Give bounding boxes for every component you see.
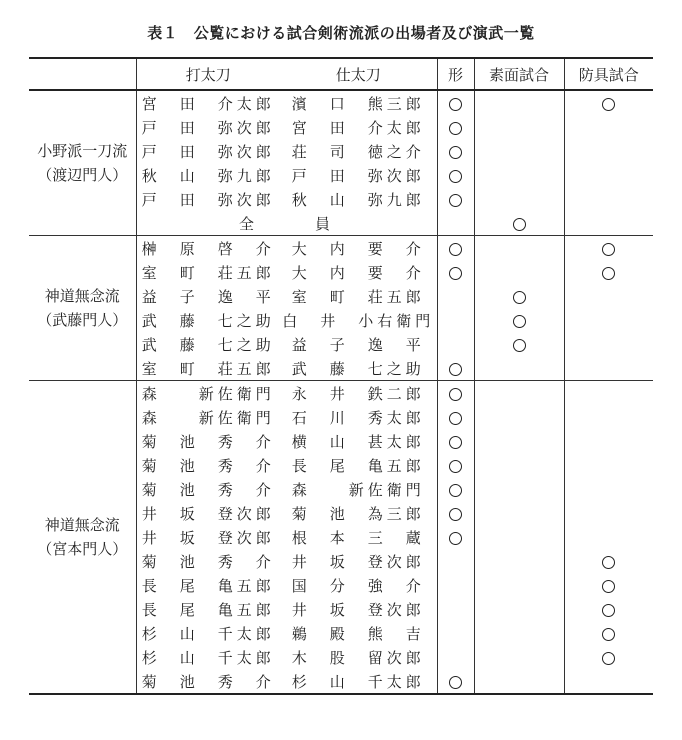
- shidachi-name: 木 股 留次郎: [280, 645, 437, 669]
- circle-mark-icon: [449, 363, 462, 376]
- shidachi-name: 白 井 小右衛門: [280, 308, 437, 332]
- bogu-shiai-cell: [564, 429, 653, 453]
- bogu-shiai-cell: [564, 139, 653, 163]
- circle-mark-icon: [449, 676, 462, 689]
- kata-cell: [437, 284, 474, 308]
- participants-table: [29, 57, 653, 695]
- circle-mark-icon: [602, 243, 615, 256]
- circle-mark-icon: [449, 194, 462, 207]
- kata-cell: [437, 549, 474, 573]
- header-school: [29, 58, 136, 90]
- shidachi-name: 石 川 秀太郎: [280, 405, 437, 429]
- circle-mark-icon: [449, 388, 462, 401]
- bogu-shiai-cell: [564, 621, 653, 645]
- bogu-shiai-cell: [564, 260, 653, 284]
- sumen-shiai-cell: [474, 260, 564, 284]
- uchidachi-name: 長 尾 亀五郎: [141, 600, 275, 619]
- sumen-shiai-cell: [474, 163, 564, 187]
- shidachi-name: 大 内 要 介: [280, 236, 437, 261]
- school-group: [29, 90, 653, 236]
- header-kata: 形: [437, 58, 474, 90]
- bogu-shiai-cell: [564, 90, 653, 115]
- circle-mark-icon: [449, 436, 462, 449]
- shidachi-name: 武 藤 七之助: [280, 356, 437, 381]
- sumen-shiai-cell: [474, 115, 564, 139]
- school-name: 神道無念流 （武藤門人）: [29, 236, 136, 381]
- kata-cell: [437, 90, 474, 115]
- table-row: [29, 90, 653, 115]
- kata-cell: [437, 405, 474, 429]
- sumen-shiai-cell: [474, 453, 564, 477]
- shidachi-name: 秋 山 弥九郎: [280, 187, 437, 211]
- circle-mark-icon: [449, 122, 462, 135]
- shidachi-name: 宮 田 介太郎: [280, 115, 437, 139]
- bogu-shiai-cell: [564, 525, 653, 549]
- circle-mark-icon: [449, 412, 462, 425]
- uchidachi-name: 森 新佐衛門: [141, 384, 275, 403]
- sumen-shiai-cell: [474, 501, 564, 525]
- kata-cell: [437, 260, 474, 284]
- circle-mark-icon: [513, 339, 526, 352]
- circle-mark-icon: [602, 556, 615, 569]
- sumen-shiai-cell: [474, 621, 564, 645]
- uchidachi-name: 井 坂 登次郎: [141, 528, 275, 547]
- bogu-shiai-cell: [564, 477, 653, 501]
- bogu-shiai-cell: [564, 549, 653, 573]
- bogu-shiai-cell: [564, 381, 653, 406]
- kata-cell: [437, 115, 474, 139]
- sumen-shiai-cell: [474, 90, 564, 115]
- uchidachi-name: 杉 山 千太郎: [141, 648, 275, 667]
- kata-cell: [437, 236, 474, 261]
- uchidachi-name: 菊 池 秀 介: [141, 480, 275, 499]
- kata-cell: [437, 211, 474, 236]
- bogu-shiai-cell: [564, 236, 653, 261]
- uchidachi-name: 戸 田 弥次郎: [141, 190, 275, 209]
- kata-cell: [437, 669, 474, 694]
- header-uchidachi: 打太刀: [136, 58, 280, 90]
- kata-cell: [437, 308, 474, 332]
- bogu-shiai-cell: [564, 163, 653, 187]
- kata-cell: [437, 453, 474, 477]
- bogu-shiai-cell: [564, 284, 653, 308]
- circle-mark-icon: [513, 218, 526, 231]
- shidachi-name: 長 尾 亀五郎: [280, 453, 437, 477]
- bogu-shiai-cell: [564, 573, 653, 597]
- uchidachi-name: 菊 池 秀 介: [141, 552, 275, 571]
- table-row: [29, 381, 653, 406]
- school-group: [29, 236, 653, 381]
- uchidachi-name: 戸 田 弥次郎: [141, 142, 275, 161]
- bogu-shiai-cell: [564, 453, 653, 477]
- shidachi-name: 菊 池 為三郎: [280, 501, 437, 525]
- circle-mark-icon: [449, 267, 462, 280]
- sumen-shiai-cell: [474, 525, 564, 549]
- uchidachi-name: 室 町 荘五郎: [141, 263, 275, 282]
- uchidachi-name: 秋 山 弥九郎: [141, 166, 275, 185]
- kata-cell: [437, 477, 474, 501]
- shidachi-name: 杉 山 千太郎: [280, 669, 437, 694]
- bogu-shiai-cell: [564, 645, 653, 669]
- shidachi-name: 横 山 甚太郎: [280, 429, 437, 453]
- bogu-shiai-cell: [564, 405, 653, 429]
- sumen-shiai-cell: [474, 645, 564, 669]
- circle-mark-icon: [449, 170, 462, 183]
- sumen-shiai-cell: [474, 356, 564, 381]
- kata-cell: [437, 332, 474, 356]
- shidachi-name: 根 本 三 蔵: [280, 525, 437, 549]
- school-name: 小野派一刀流 （渡辺門人）: [29, 90, 136, 236]
- shidachi-name: 永 井 鉄二郎: [280, 381, 437, 406]
- shidachi-name: 濱 口 熊三郎: [280, 90, 437, 115]
- sumen-shiai-cell: [474, 211, 564, 236]
- kata-cell: [437, 621, 474, 645]
- header-sumen-shiai: 素面試合: [474, 58, 564, 90]
- shidachi-name: 益 子 逸 平: [280, 332, 437, 356]
- sumen-shiai-cell: [474, 139, 564, 163]
- bogu-shiai-cell: [564, 501, 653, 525]
- circle-mark-icon: [602, 628, 615, 641]
- circle-mark-icon: [449, 508, 462, 521]
- sumen-shiai-cell: [474, 669, 564, 694]
- circle-mark-icon: [602, 604, 615, 617]
- all-members-cell: 全 員: [136, 211, 437, 236]
- sumen-shiai-cell: [474, 381, 564, 406]
- uchidachi-name: 武 藤 七之助: [141, 311, 275, 330]
- circle-mark-icon: [449, 532, 462, 545]
- bogu-shiai-cell: [564, 332, 653, 356]
- kata-cell: [437, 597, 474, 621]
- bogu-shiai-cell: [564, 308, 653, 332]
- shidachi-name: 大 内 要 介: [280, 260, 437, 284]
- kata-cell: [437, 429, 474, 453]
- kata-cell: [437, 501, 474, 525]
- uchidachi-name: 宮 田 介太郎: [141, 94, 275, 113]
- table-title: 表１ 公覧における試合剣術流派の出場者及び演武一覧: [147, 24, 535, 42]
- sumen-shiai-cell: [474, 308, 564, 332]
- uchidachi-name: 菊 池 秀 介: [141, 432, 275, 451]
- kata-cell: [437, 139, 474, 163]
- uchidachi-name: 益 子 逸 平: [141, 287, 275, 306]
- circle-mark-icon: [449, 98, 462, 111]
- sumen-shiai-cell: [474, 405, 564, 429]
- table-row: [29, 236, 653, 261]
- bogu-shiai-cell: [564, 356, 653, 381]
- sumen-shiai-cell: [474, 332, 564, 356]
- header-shidachi: 仕太刀: [280, 58, 437, 90]
- uchidachi-name: 室 町 荘五郎: [141, 359, 275, 378]
- circle-mark-icon: [449, 243, 462, 256]
- shidachi-name: 室 町 荘五郎: [280, 284, 437, 308]
- circle-mark-icon: [449, 460, 462, 473]
- sumen-shiai-cell: [474, 549, 564, 573]
- circle-mark-icon: [449, 484, 462, 497]
- bogu-shiai-cell: [564, 669, 653, 694]
- kata-cell: [437, 356, 474, 381]
- uchidachi-name: 戸 田 弥次郎: [141, 118, 275, 137]
- kata-cell: [437, 645, 474, 669]
- sumen-shiai-cell: [474, 429, 564, 453]
- circle-mark-icon: [449, 146, 462, 159]
- kata-cell: [437, 187, 474, 211]
- header-row: [29, 58, 653, 90]
- school-group: [29, 381, 653, 695]
- kata-cell: [437, 525, 474, 549]
- uchidachi-name: 杉 山 千太郎: [141, 624, 275, 643]
- uchidachi-name: 菊 池 秀 介: [141, 672, 275, 691]
- school-name: 神道無念流 （宮本門人）: [29, 381, 136, 695]
- sumen-shiai-cell: [474, 597, 564, 621]
- shidachi-name: 井 坂 登次郎: [280, 597, 437, 621]
- bogu-shiai-cell: [564, 211, 653, 236]
- sumen-shiai-cell: [474, 284, 564, 308]
- shidachi-name: 森 新佐衛門: [280, 477, 437, 501]
- uchidachi-name: 菊 池 秀 介: [141, 456, 275, 475]
- kata-cell: [437, 381, 474, 406]
- circle-mark-icon: [602, 267, 615, 280]
- uchidachi-name: 榊 原 啓 介: [141, 239, 275, 258]
- header-bogu-shiai: 防具試合: [564, 58, 653, 90]
- sumen-shiai-cell: [474, 236, 564, 261]
- uchidachi-name: 武 藤 七之助: [141, 335, 275, 354]
- circle-mark-icon: [602, 652, 615, 665]
- shidachi-name: 荘 司 徳之介: [280, 139, 437, 163]
- circle-mark-icon: [513, 315, 526, 328]
- kata-cell: [437, 573, 474, 597]
- sumen-shiai-cell: [474, 573, 564, 597]
- bogu-shiai-cell: [564, 597, 653, 621]
- shidachi-name: 国 分 強 介: [280, 573, 437, 597]
- uchidachi-name: 森 新佐衛門: [141, 408, 275, 427]
- bogu-shiai-cell: [564, 187, 653, 211]
- uchidachi-name: 井 坂 登次郎: [141, 504, 275, 523]
- shidachi-name: 戸 田 弥次郎: [280, 163, 437, 187]
- circle-mark-icon: [513, 291, 526, 304]
- shidachi-name: 鵜 殿 熊 吉: [280, 621, 437, 645]
- shidachi-name: 井 坂 登次郎: [280, 549, 437, 573]
- circle-mark-icon: [602, 580, 615, 593]
- bogu-shiai-cell: [564, 115, 653, 139]
- sumen-shiai-cell: [474, 187, 564, 211]
- uchidachi-name: 長 尾 亀五郎: [141, 576, 275, 595]
- sumen-shiai-cell: [474, 477, 564, 501]
- circle-mark-icon: [602, 98, 615, 111]
- kata-cell: [437, 163, 474, 187]
